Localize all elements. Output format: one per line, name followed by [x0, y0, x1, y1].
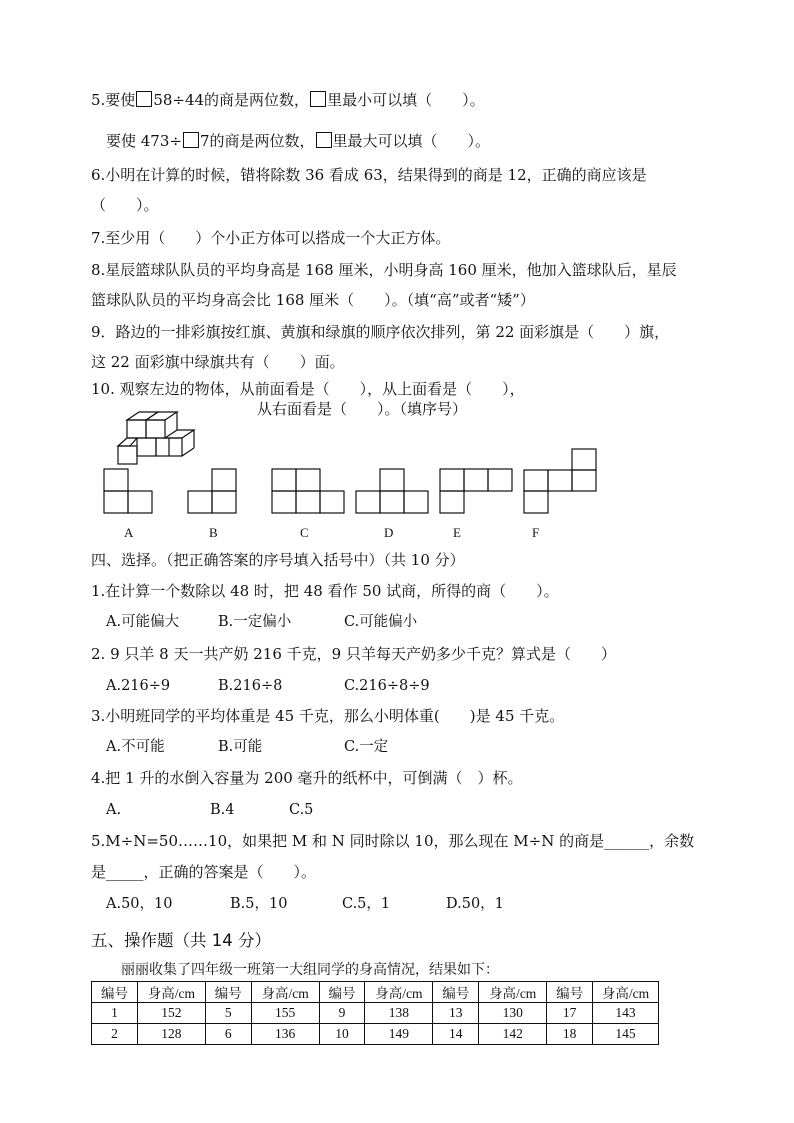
view-label-A: A	[124, 525, 134, 540]
view-label-D: D	[384, 525, 394, 540]
choice-3-option-b: B.可能	[218, 739, 263, 755]
q5a-prefix: 5.要使	[91, 91, 136, 109]
q5a-middle: 58÷44的商是两位数，	[153, 91, 310, 109]
view-C	[272, 469, 344, 513]
height-table	[91, 981, 659, 1045]
choice-3-option-a: A.不可能	[106, 739, 165, 755]
table-cell: 2	[92, 1024, 138, 1045]
choice-5-option-c: C.5，1	[342, 896, 391, 912]
table-header: 编号	[205, 982, 251, 1003]
question-10-line1: 10. 观察左边的物体，从前面看是（ ），从上面看是（ ），	[91, 380, 525, 398]
choice-3-option-c: C.一定	[344, 739, 389, 755]
choice-2-option-c: C.216÷8÷9	[344, 678, 430, 694]
table-header: 身高/cm	[479, 982, 547, 1003]
choice-5-question-line2: 是_____，正确的答案是（ ）。	[91, 863, 317, 881]
table-cell: 1	[92, 1003, 138, 1024]
table-header: 身高/cm	[365, 982, 433, 1003]
choice-4-question: 4.把 1 升的水倒入容量为 200 毫升的纸杯中，可倒满（ ）杯。	[91, 769, 523, 787]
choice-1-option-c: C.可能偏小	[344, 614, 418, 630]
choice-1-option-a: A.可能偏大	[106, 614, 180, 630]
table-header: 身高/cm	[251, 982, 319, 1003]
question-9-line1: 9．路边的一排彩旗按红旗、黄旗和绿旗的顺序依次排列，第 22 面彩旗是（ ）旗，	[91, 323, 670, 341]
table-cell: 5	[205, 1003, 251, 1024]
table-cell: 14	[433, 1024, 479, 1045]
table-cell: 18	[547, 1024, 593, 1045]
q5a-suffix: 里最小可以填（ ）。	[327, 91, 485, 109]
table-cell: 128	[137, 1024, 205, 1045]
view-label-F: F	[532, 525, 540, 540]
question-7: 7.至少用（ ）个小正方体可以搭成一个大正方体。	[91, 229, 451, 247]
table-row	[92, 1024, 659, 1045]
table-row	[92, 1003, 659, 1024]
view-label-B: B	[209, 525, 218, 540]
table-cell: 145	[593, 1024, 659, 1045]
table-cell: 6	[205, 1024, 251, 1045]
view-A	[104, 469, 152, 513]
q5b-suffix: 里最大可以填（ ）。	[332, 132, 491, 150]
choice-4-option-c: C.5	[289, 802, 314, 818]
view-label-E: E	[453, 525, 461, 540]
q5b-middle: 7的商是两位数，	[199, 132, 315, 150]
table-header: 编号	[92, 982, 138, 1003]
choice-2-option-a: A.216÷9	[106, 678, 171, 694]
table-header: 身高/cm	[593, 982, 659, 1003]
choice-1-question: 1.在计算一个数除以 48 时，把 48 看作 50 试商，所得的商（ ）。	[91, 582, 559, 600]
table-cell: 138	[365, 1003, 433, 1024]
table-header: 编号	[547, 982, 593, 1003]
table-header: 编号	[433, 982, 479, 1003]
choice-4-option-a: A.	[106, 802, 122, 818]
table-header-row	[92, 982, 659, 1003]
question-6-line1: 6.小明在计算的时候，错将除数 36 看成 63，结果得到的商是 12，正确的商应该是	[91, 166, 647, 184]
choice-5-question-line1: 5.M÷N=50……10，如果把 M 和 N 同时除以 10，那么现在 M÷N 的商是______，余数	[91, 832, 695, 850]
choice-2-option-b: B.216÷8	[218, 678, 283, 694]
table-cell: 130	[479, 1003, 547, 1024]
question-8-line2: 篮球队队员的平均身高会比 168 厘米（ ）。（填“高”或者“矮”）	[91, 291, 535, 309]
table-cell: 9	[319, 1003, 365, 1024]
view-D	[356, 469, 428, 513]
section-5-heading: 五、操作题（共 14 分）	[91, 931, 271, 950]
question-9-line2: 这 22 面彩旗中绿旗共有（ ）面。	[91, 353, 345, 371]
isometric-cube-figure	[118, 412, 194, 464]
view-figures	[0, 0, 794, 560]
table-cell: 152	[137, 1003, 205, 1024]
view-F	[524, 449, 596, 513]
table-cell: 149	[365, 1024, 433, 1045]
table-cell: 136	[251, 1024, 319, 1045]
table-cell: 142	[479, 1024, 547, 1045]
section-4-heading: 四、选择。（把正确答案的序号填入括号中）（共 10 分）	[91, 551, 465, 569]
question-6-line2: （ ）。	[91, 196, 159, 214]
choice-5-option-d: D.50，1	[446, 896, 504, 912]
choice-2-question: 2. 9 只羊 8 天一共产奶 216 千克，9 只羊每天产奶多少千克？算式是（ ）	[91, 645, 616, 663]
table-cell: 155	[251, 1003, 319, 1024]
choice-5-option-b: B.5，10	[230, 896, 288, 912]
table-header: 编号	[319, 982, 365, 1003]
table-cell: 10	[319, 1024, 365, 1045]
question-10-line2: 从右面看是（ ）。（填序号）	[257, 400, 468, 418]
choice-5-option-a: A.50，10	[106, 896, 173, 912]
view-E	[440, 469, 512, 513]
q5b-prefix: 要使 473÷	[106, 132, 182, 150]
table-cell: 143	[593, 1003, 659, 1024]
choice-4-option-b: B.4	[210, 802, 235, 818]
table-cell: 17	[547, 1003, 593, 1024]
view-B	[188, 469, 236, 513]
choice-3-question: 3.小明班同学的平均体重是 45 千克，那么小明体重( )是 45 千克。	[91, 707, 565, 725]
choice-1-option-b: B.一定偏小	[218, 614, 292, 630]
table-intro: 丽丽收集了四年级一班第一大组同学的身高情况，结果如下：	[121, 962, 499, 978]
view-label-C: C	[300, 525, 309, 540]
question-8-line1: 8.星辰篮球队队员的平均身高是 168 厘米，小明身高 160 厘米，他加入篮球队后，星辰	[91, 261, 677, 279]
table-cell: 13	[433, 1003, 479, 1024]
table-header: 身高/cm	[137, 982, 205, 1003]
